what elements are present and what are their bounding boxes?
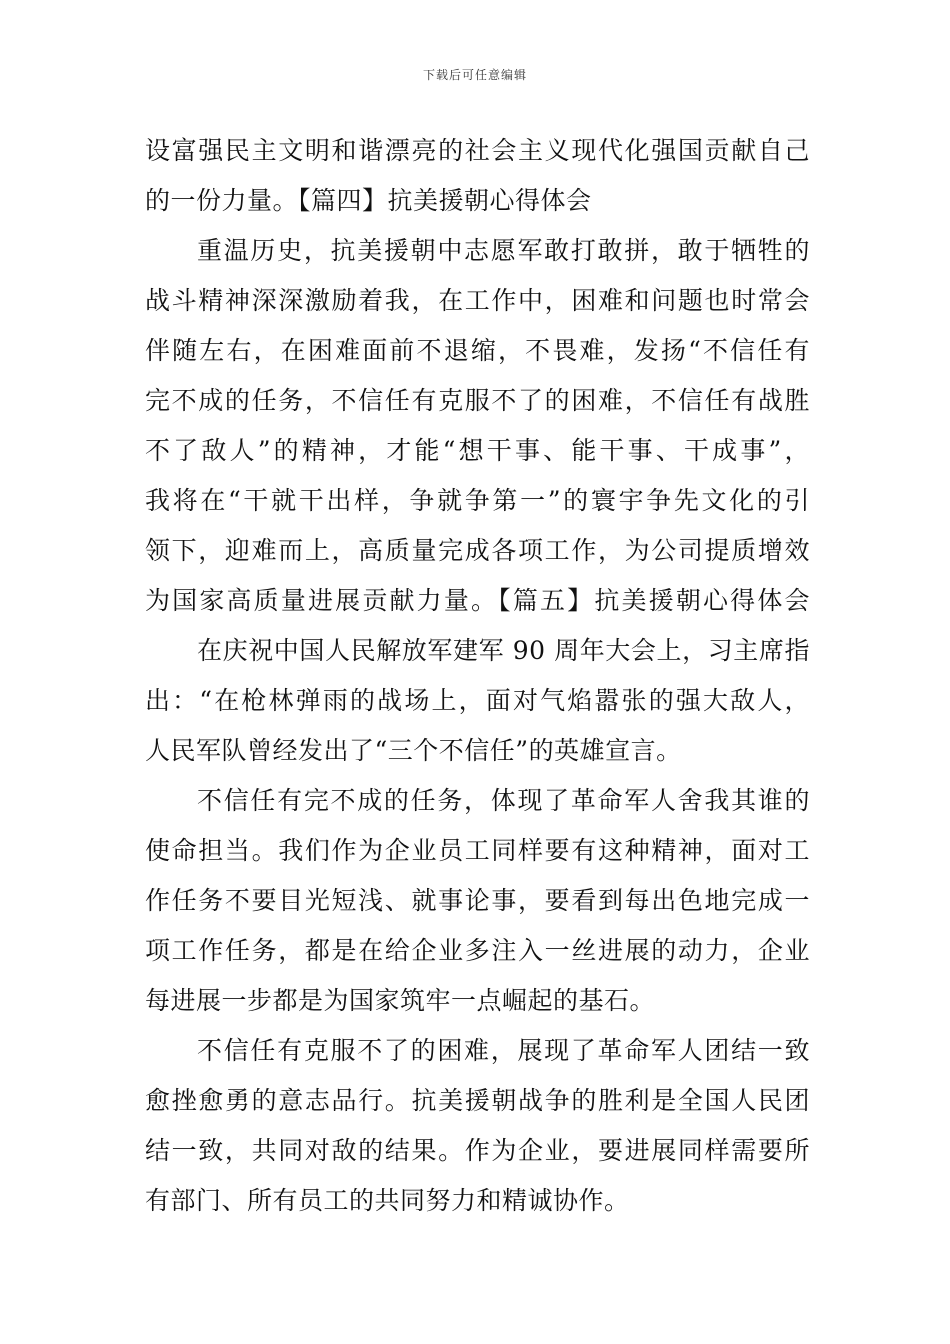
text-line: 的一份力量。【篇四】抗美援朝心得体会	[145, 186, 592, 215]
text-line: 在庆祝中国人民解放军建军 90 周年大会上，习主席指	[197, 636, 810, 665]
text-line: 领下，迎难而上，高质量完成各项工作，为公司提质增效	[145, 536, 810, 565]
text-line: 战斗精神深深激励着我，在工作中，困难和问题也时常会	[145, 286, 810, 315]
text-line: 作任务不要目光短浅、就事论事，要看到每出色地完成一	[145, 886, 810, 915]
text-line: 为国家高质量进展贡献力量。【篇五】抗美援朝心得体会	[145, 586, 810, 615]
text-line: 出：“在枪林弹雨的战场上，面对气焰嚣张的强大敌人，	[145, 686, 810, 715]
text-line: 不了敌人”的精神，才能“想干事、能干事、干成事”，	[145, 436, 810, 465]
page-header: 下载后可任意编辑	[422, 68, 527, 82]
text-line: 使命担当。我们作为企业员工同样要有这种精神，面对工	[145, 836, 810, 865]
document-body	[145, 126, 810, 1226]
text-line: 不信任有完不成的任务，体现了革命军人舍我其谁的	[197, 786, 810, 815]
text-line: 重温历史，抗美援朝中志愿军敢打敢拼，敢于牺牲的	[197, 236, 810, 265]
text-line: 伴随左右，在困难面前不退缩，不畏难，发扬“不信任有	[145, 336, 810, 365]
text-line: 完不成的任务，不信任有克服不了的困难，不信任有战胜	[145, 386, 810, 415]
text-line: 项工作任务，都是在给企业多注入一丝进展的动力，企业	[145, 936, 810, 965]
text-line: 每进展一步都是为国家筑牢一点崛起的基石。	[145, 986, 656, 1015]
text-line: 结一致，共同对敌的结果。作为企业，要进展同样需要所	[145, 1136, 810, 1165]
text-line: 人民军队曾经发出了“三个不信任”的英雄宣言。	[145, 736, 682, 765]
text-line: 愈挫愈勇的意志品行。抗美援朝战争的胜利是全国人民团	[145, 1086, 810, 1115]
text-line: 有部门、所有员工的共同努力和精诚协作。	[145, 1186, 630, 1215]
text-line: 设富强民主文明和谐漂亮的社会主义现代化强国贡献自己	[145, 136, 810, 165]
text-line: 不信任有克服不了的困难，展现了革命军人团结一致	[197, 1036, 810, 1065]
text-line: 我将在“干就干出样，争就争第一”的寰宇争先文化的引	[145, 486, 810, 515]
